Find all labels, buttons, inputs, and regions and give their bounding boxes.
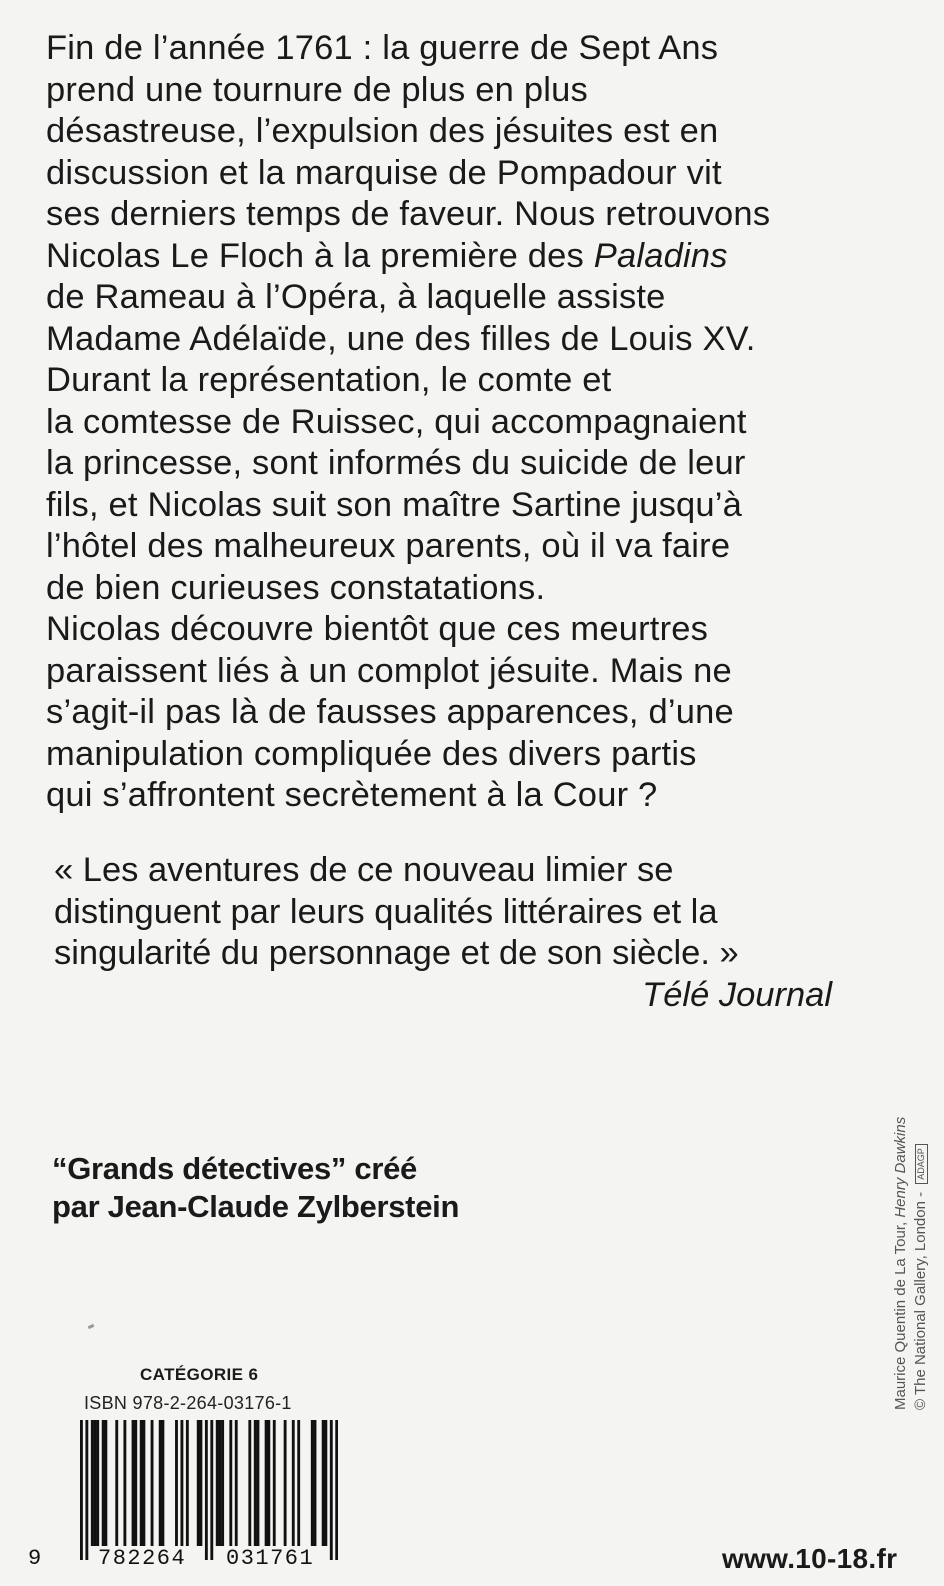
blurb-line: de bien curieuses constatations.: [46, 568, 546, 607]
barcode-bar: [221, 1420, 224, 1546]
cover-art-credit: [891, 1000, 941, 1410]
barcode-bar: [324, 1420, 327, 1546]
barcode-bar: [134, 1420, 137, 1546]
barcode-bar: [186, 1420, 189, 1546]
book-title-italic: Paladins: [593, 236, 728, 275]
barcode-bar: [142, 1420, 145, 1546]
barcode-bar: [123, 1420, 126, 1546]
barcode-bar: [314, 1420, 317, 1546]
publisher-website[interactable]: www.10-18.fr: [722, 1543, 898, 1574]
barcode-bar: [96, 1420, 99, 1546]
adagp-mark: ADAGP: [915, 1144, 928, 1184]
barcode-bar: [311, 1420, 314, 1546]
barcode-bar: [151, 1420, 154, 1546]
barcode-bar: [257, 1420, 260, 1546]
print-speck: [88, 1324, 95, 1329]
barcode-bar: [219, 1420, 222, 1546]
blurb-line: désastreuse, l’expulsion des jésuites est en: [46, 112, 719, 150]
quote-line: singularité du personnage et de son siècle. »: [54, 934, 739, 972]
barcode-bar: [265, 1420, 268, 1546]
barcode-bar: [161, 1420, 164, 1546]
barcode-bar: [115, 1420, 118, 1546]
credit-artist: Maurice Quentin de La Tour,: [892, 1217, 909, 1410]
credit-painting: Henry Dawkins: [892, 1116, 909, 1218]
blurb-line: paraissent liés à un complot jésuite. Mais ne: [46, 651, 732, 690]
press-quote: [54, 850, 844, 1016]
blurb-line: discussion et la marquise de Pompadour vit: [46, 153, 722, 192]
ean-right-group: 031761: [226, 1546, 315, 1571]
credit-line: [891, 1000, 911, 1410]
blurb-line: prend une tournure de plus en plus: [46, 70, 588, 109]
barcode-guard-bar: [205, 1420, 208, 1560]
blurb-line: Fin de l’année 1761 : la guerre de Sept Ans: [46, 29, 719, 67]
barcode-guard-bar: [85, 1420, 88, 1560]
barcode-bar: [102, 1420, 105, 1546]
back-cover-blurb: [46, 28, 866, 817]
barcode-bar: [104, 1420, 107, 1546]
barcode-bar: [140, 1420, 143, 1546]
blurb-line-text: Nicolas Le Floch à la première des: [46, 236, 594, 275]
barcode-guard-bar: [330, 1420, 333, 1560]
barcode-bars: [80, 1420, 338, 1560]
barcode-bar: [322, 1420, 325, 1546]
blurb-line: manipulation compliquée des divers partis: [46, 734, 697, 773]
blurb-line: la comtesse de Ruissec, qui accompagnaient: [46, 402, 747, 441]
ean-left-group: 782264: [98, 1546, 187, 1571]
price-category: CATÉGORIE 6: [140, 1365, 259, 1384]
collection-line: “Grands détectives” créé: [52, 1151, 417, 1186]
barcode-guard-bar: [80, 1420, 83, 1560]
collection-credit: [52, 1150, 459, 1226]
barcode-bar: [267, 1420, 270, 1546]
blurb-line: de Rameau à l’Opéra, à laquelle assiste: [46, 278, 666, 316]
ean-digits: [28, 1546, 348, 1572]
barcode-bar: [94, 1420, 97, 1546]
barcode-bar: [297, 1420, 300, 1546]
quote-line: distinguent par leurs qualités littéraires et la: [54, 892, 718, 931]
blurb-line: ses derniers temps de faveur. Nous retrouvons: [46, 195, 771, 233]
barcode-bar: [175, 1420, 178, 1546]
barcode-bar: [284, 1420, 287, 1546]
barcode-bar: [199, 1420, 202, 1546]
barcode: [80, 1420, 338, 1560]
credit-line: [911, 1000, 931, 1410]
blurb-line: l’hôtel des malheureux parents, où il va faire: [46, 527, 731, 565]
blurb-line: s’agit-il pas là de fausses apparences, d’une: [46, 693, 734, 731]
blurb-line: Madame Adélaïde, une des filles de Louis XV.: [46, 319, 756, 358]
barcode-bar: [132, 1420, 135, 1546]
blurb-line: Durant la représentation, le comte et: [46, 361, 612, 399]
barcode-bar: [248, 1420, 251, 1546]
blurb-line: la princesse, sont informés du suicide de leur: [46, 444, 746, 482]
barcode-guard-bar: [335, 1420, 338, 1560]
barcode-bar: [273, 1420, 276, 1546]
barcode-bar: [216, 1420, 219, 1546]
barcode-bar: [292, 1420, 295, 1546]
ean-first-digit: 9: [28, 1546, 42, 1571]
barcode-bar: [254, 1420, 257, 1546]
barcode-bar: [180, 1420, 183, 1546]
barcode-bar: [159, 1420, 162, 1546]
quote-source: Télé Journal: [642, 975, 832, 1014]
isbn-label: ISBN 978-2-264-03176-1: [84, 1393, 292, 1413]
barcode-bar: [197, 1420, 200, 1546]
credit-copyright: © The National Gallery, London -: [912, 1187, 929, 1410]
barcode-bar: [229, 1420, 232, 1546]
quote-line: « Les aventures de ce nouveau limier se: [54, 851, 674, 889]
barcode-bar: [235, 1420, 238, 1546]
barcode-guard-bar: [210, 1420, 213, 1560]
collection-line: par Jean-Claude Zylberstein: [52, 1189, 460, 1224]
blurb-line: [46, 236, 866, 278]
barcode-bar: [91, 1420, 94, 1546]
blurb-line: Nicolas découvre bientôt que ces meurtres: [46, 610, 709, 648]
blurb-line: fils, et Nicolas suit son maître Sartine jusqu’à: [46, 485, 743, 524]
blurb-line: qui s’affrontent secrètement à la Cour ?: [46, 776, 658, 814]
